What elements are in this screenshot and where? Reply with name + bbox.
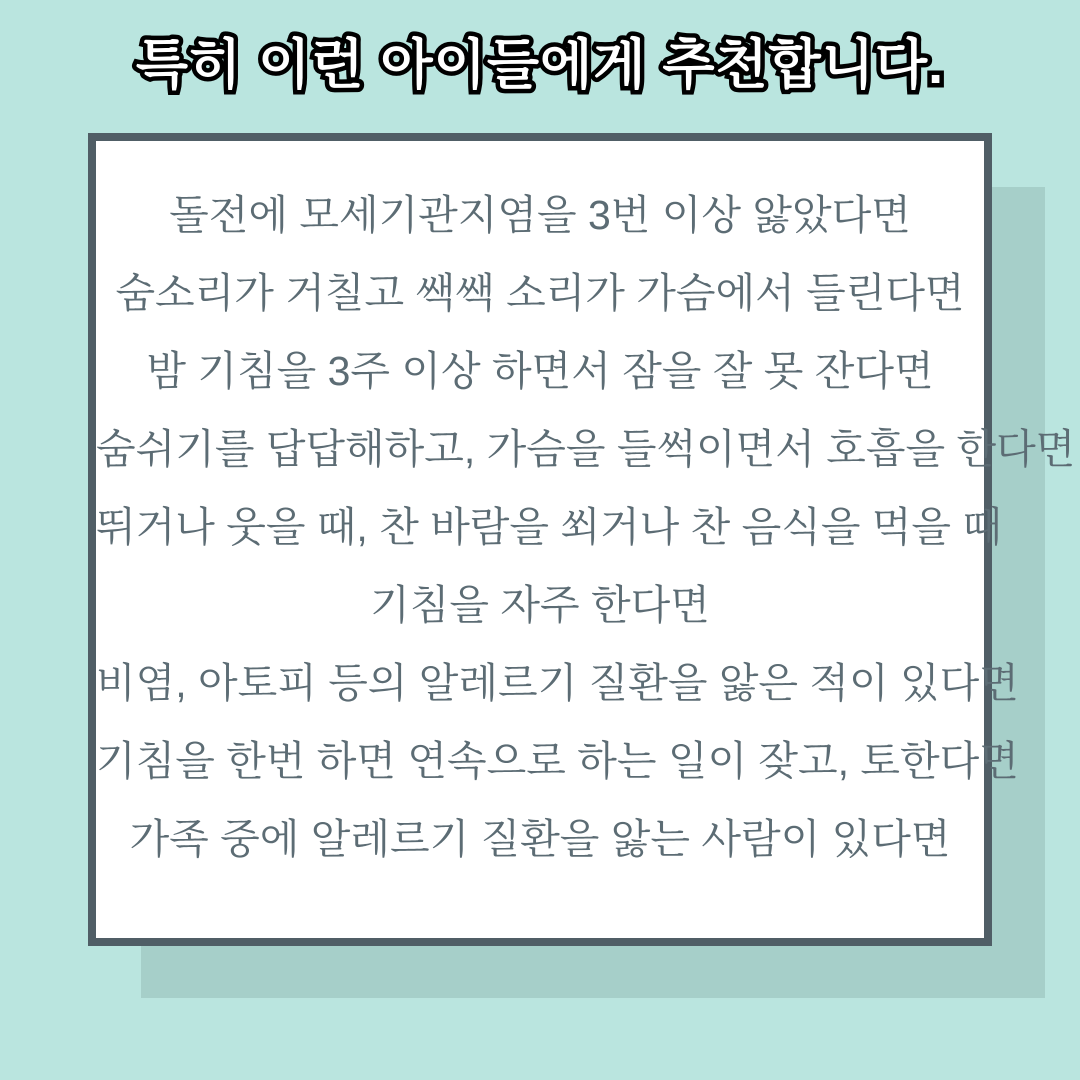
recommendation-line-2: 숨소리가 거칠고 쌕쌕 소리가 가슴에서 들린다면	[115, 270, 965, 316]
recommendation-line-6: 기침을 자주 한다면	[370, 582, 710, 628]
recommendation-card	[88, 133, 1076, 946]
recommendation-line-7: 비염, 아토피 등의 알레르기 질환을 앓은 적이 있다면	[96, 660, 1019, 706]
recommendation-line-9: 가족 중에 알레르기 질환을 앓는 사람이 있다면	[129, 816, 951, 862]
recommendation-line-1: 돌전에 모세기관지염을 3번 이상 앓았다면	[169, 192, 911, 238]
recommendation-line-8: 기침을 한번 하면 연속으로 하는 일이 잦고, 토한다면	[96, 738, 1019, 784]
recommendation-line-5: 뛰거나 웃을 때, 찬 바람을 쐬거나 찬 음식을 먹을 때	[96, 504, 1003, 550]
recommendation-line-4: 숨쉬기를 답답해하고, 가슴을 들썩이면서 호흡을 한다면	[96, 426, 1076, 472]
page-title: 특히 이런 아이들에게 추천합니다.	[135, 35, 945, 95]
recommendation-line-3: 밤 기침을 3주 이상 하면서 잠을 잘 못 잔다면	[146, 348, 934, 394]
